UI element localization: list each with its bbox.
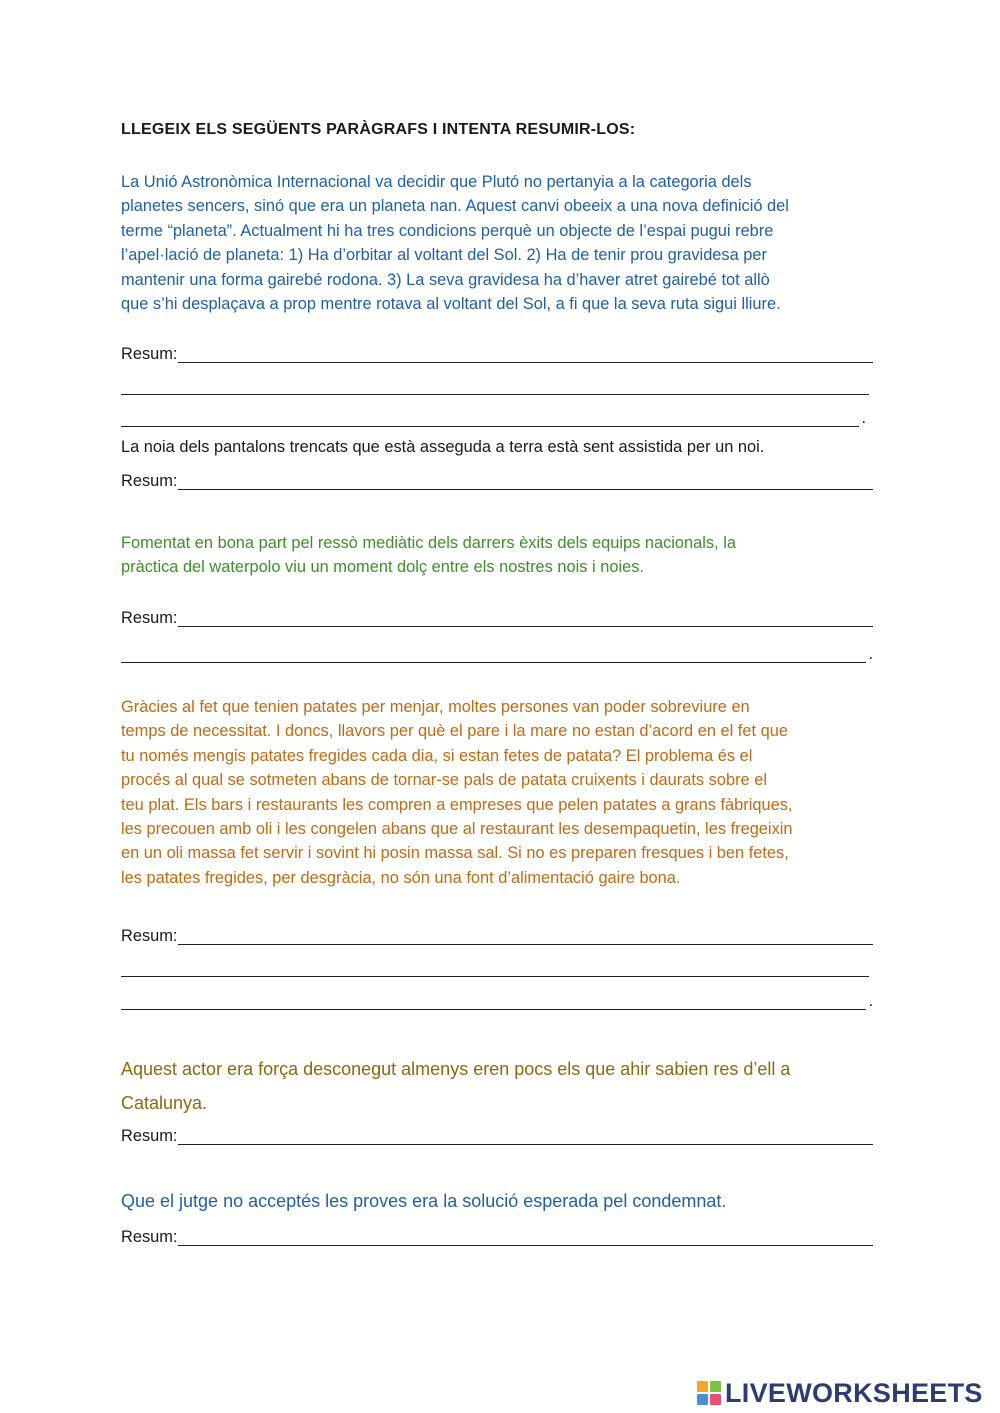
answer-line[interactable] [121, 961, 869, 977]
paragraph-line: La noia dels pantalons trencats que està asseguda a terra està sent assistida per un noi. [121, 438, 765, 456]
answer-line[interactable] [178, 347, 873, 363]
paragraph-line: Catalunya. [121, 1093, 208, 1113]
resum-answer-2[interactable] [121, 468, 873, 490]
paragraph-line: Gràcies al fet que tenien patates per menjar, moltes persones van poder sobreviure en [121, 698, 750, 716]
paragraph-line: procés al qual se sotmeten abans de tornar-se pals de patata cruixents i daurats sobre el [121, 771, 767, 790]
paragraph-line: pràctica del waterpolo viu un moment dolç entre els nostres nois i noies. [121, 558, 644, 577]
paragraph-potatoes [121, 695, 891, 890]
paragraph-line: tu només mengis patates fregides cada dia, si estan fetes de patata? El problema és el [121, 746, 753, 765]
paragraph-waterpolo [121, 531, 881, 580]
paragraph-line: les patates fregides, per desgràcia, no són una font d’alimentació gaire bona. [121, 868, 681, 887]
answer-line-row[interactable] [121, 373, 869, 395]
paragraph-girl [121, 435, 881, 459]
liveworksheets-watermark [697, 1378, 983, 1408]
paragraph-line: l’apel·lació de planeta: 1) Ha d’orbitar al voltant del Sol. 2) Ha de tenir prou gravidesa per [121, 246, 767, 265]
resum-label: Resum: [121, 609, 178, 627]
answer-line-row[interactable] [121, 641, 873, 663]
paragraph-line: teu plat. Els bars i restaurants les compren a empreses que pelen patates a grans fàbriques, [121, 795, 793, 814]
period-mark: . [868, 992, 873, 1010]
paragraph-actor [121, 1052, 911, 1120]
paragraph-line: terme “planeta”. Actualment hi ha tres condicions perquè un objecte de l’espai pugui rebre [121, 221, 774, 240]
worksheet-title: LLEGEIX ELS SEGÜENTS PARÀGRAFS I INTENTA RESUMIR-LOS: [121, 121, 636, 138]
answer-line[interactable] [178, 1230, 873, 1246]
resum-label: Resum: [121, 345, 178, 363]
resum-answer-5[interactable] [121, 1123, 873, 1145]
resum-label: Resum: [121, 472, 178, 490]
resum-label: Resum: [121, 1228, 178, 1246]
paragraph-line: mantenir una forma gairebé rodona. 3) La seva gravidesa ha d’haver atret gairebé tot allò [121, 270, 770, 289]
paragraph-line: Aquest actor era força desconegut almenys eren pocs els que ahir sabien res d’ell a [121, 1059, 791, 1079]
answer-line-row[interactable] [121, 988, 873, 1010]
answer-line[interactable] [121, 379, 869, 395]
period-mark: . [861, 409, 866, 427]
answer-line[interactable] [121, 411, 859, 427]
paragraph-line: Que el jutge no acceptés les proves era la solució esperada pel condemnat. [121, 1191, 727, 1211]
resum-answer-3[interactable] [121, 605, 873, 627]
paragraph-line: que s’hi desplaçava a prop mentre rotava al voltant del Sol, a fi que la seva ruta sigui lliure. [121, 295, 781, 314]
paragraph-line: La Unió Astronòmica Internacional va decidir que Plutó no pertanyia a la categoria dels [121, 173, 752, 191]
paragraph-pluto [121, 170, 881, 316]
paragraph-line: Fomentat en bona part pel ressò mediàtic dels darrers èxits dels equips nacionals, la [121, 534, 736, 552]
paragraph-line: en un oli massa fet servir i sovint hi posin massa sal. Si no es preparen fresques i ben fetes, [121, 844, 789, 863]
answer-line-row[interactable] [121, 955, 869, 977]
answer-line[interactable] [178, 1129, 873, 1145]
answer-line[interactable] [121, 647, 866, 663]
paragraph-line: les precouen amb oli i les congelen abans que al restaurant les desempaquetin, les fregeixin [121, 820, 793, 839]
answer-line[interactable] [178, 929, 873, 945]
paragraph-judge [121, 1189, 881, 1213]
answer-line[interactable] [178, 474, 873, 490]
answer-line-row[interactable] [121, 405, 866, 427]
resum-answer-4[interactable] [121, 923, 873, 945]
resum-answer-6[interactable] [121, 1224, 873, 1246]
resum-answer-1[interactable] [121, 341, 873, 363]
paragraph-line: planetes sencers, sinó que era un planeta nan. Aquest canvi obeeix a una nova definició del [121, 197, 789, 216]
period-mark: . [868, 645, 873, 663]
liveworksheets-logo-icon [697, 1381, 721, 1405]
answer-line[interactable] [121, 994, 866, 1010]
paragraph-line: temps de necessitat. I doncs, llavors per què el pare i la mare no estan d’acord en el fet que [121, 722, 788, 741]
answer-line[interactable] [178, 611, 873, 627]
resum-label: Resum: [121, 1127, 178, 1145]
resum-label: Resum: [121, 927, 178, 945]
watermark-text: LIVEWORKSHEETS [725, 1377, 983, 1408]
